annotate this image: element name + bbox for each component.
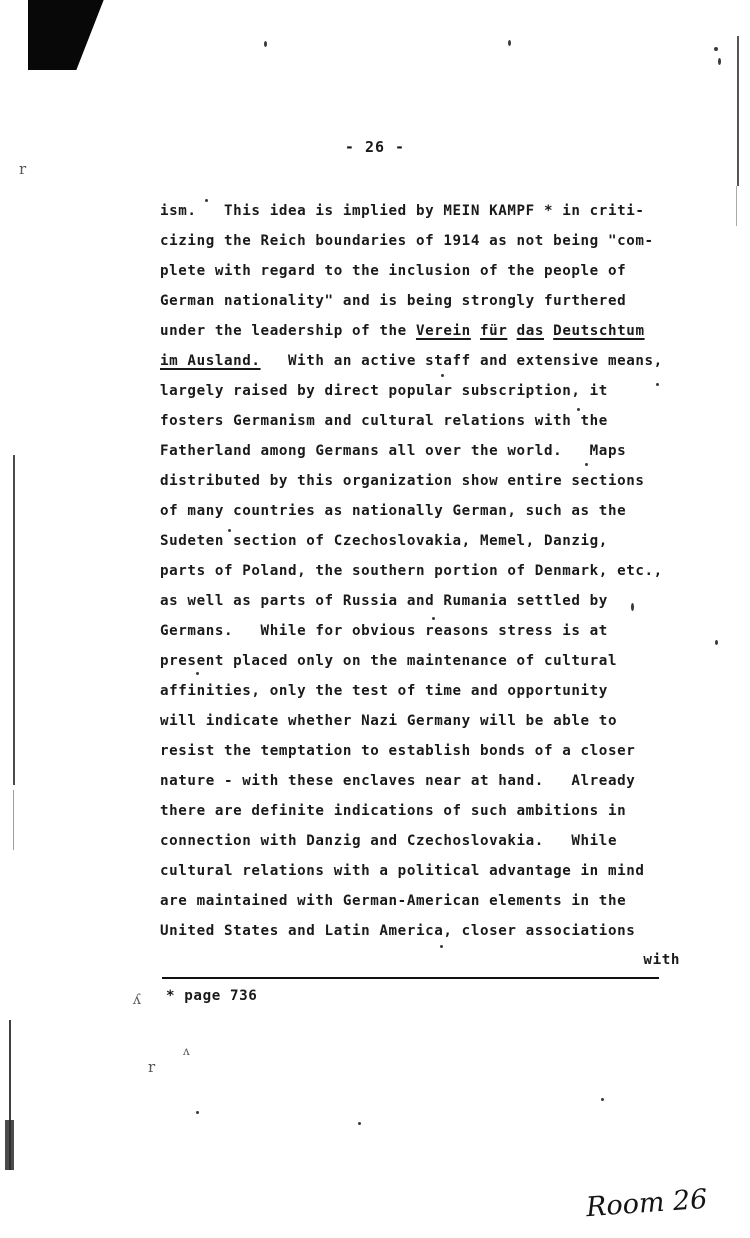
text-line bbox=[160, 346, 680, 376]
scan-speck bbox=[196, 1111, 199, 1114]
text-line bbox=[160, 676, 680, 706]
scan-edge-right bbox=[737, 36, 739, 186]
text-line bbox=[160, 256, 680, 286]
text-run: plete with regard to the inclusion of the people of bbox=[160, 263, 627, 279]
text-line bbox=[160, 316, 680, 346]
text-run: cultural relations with a political advantage in mind bbox=[160, 863, 645, 879]
text-run: resist the temptation to establish bonds of a closer bbox=[160, 743, 636, 759]
scan-speck bbox=[264, 41, 267, 47]
text-run: under the leadership of the bbox=[160, 323, 416, 339]
text-line bbox=[160, 286, 680, 316]
text-run: cizing the Reich boundaries of 1914 as not being "com- bbox=[160, 233, 654, 249]
text-run: Germans. While for obvious reasons stress is at bbox=[160, 623, 608, 639]
text-line bbox=[160, 616, 680, 646]
text-run: present placed only on the maintenance of cultural bbox=[160, 653, 618, 669]
page-number: - 26 - bbox=[344, 138, 406, 156]
text-run: parts of Poland, the southern portion of Denmark, etc., bbox=[160, 563, 663, 579]
scan-edge-right bbox=[736, 186, 737, 226]
scan-speck bbox=[718, 58, 721, 65]
scan-speck bbox=[714, 47, 718, 51]
text-run: Sudeten section of Czechoslovakia, Memel, Danzig, bbox=[160, 533, 608, 549]
scan-speck bbox=[358, 1122, 361, 1125]
text-run: ism. This idea is implied by MEIN KAMPF * in criti- bbox=[160, 203, 645, 219]
text-line bbox=[160, 526, 680, 556]
pencil-mark: r bbox=[19, 160, 27, 178]
text-run: connection with Danzig and Czechoslovakia. While bbox=[160, 833, 618, 849]
text-run: German nationality" and is being strongly furthered bbox=[160, 293, 627, 309]
text-line bbox=[160, 736, 680, 766]
text-line bbox=[160, 196, 680, 226]
text-line bbox=[160, 856, 680, 886]
continuation-word: with bbox=[643, 952, 680, 968]
underlined-term: Verein bbox=[415, 323, 471, 339]
scan-edge-left bbox=[13, 790, 14, 850]
text-line bbox=[160, 766, 680, 796]
underlined-term: das bbox=[516, 323, 545, 339]
text-run bbox=[507, 323, 516, 339]
text-run: will indicate whether Nazi Germany will be able to bbox=[160, 713, 618, 729]
text-run: there are definite indications of such ambitions in bbox=[160, 803, 627, 819]
text-run: as well as parts of Russia and Rumania settled by bbox=[160, 593, 608, 609]
text-line bbox=[160, 406, 680, 436]
underlined-term: Deutschtum bbox=[553, 323, 645, 339]
text-run: United States and Latin America, closer associations bbox=[160, 923, 636, 939]
text-run: fosters Germanism and cultural relations with the bbox=[160, 413, 608, 429]
scan-speck bbox=[601, 1098, 604, 1101]
underlined-term: im Ausland. bbox=[160, 353, 261, 369]
footnote-separator bbox=[162, 977, 659, 979]
text-line bbox=[160, 646, 680, 676]
text-line bbox=[160, 586, 680, 616]
body-text bbox=[160, 196, 680, 946]
footnote: * page 736 bbox=[166, 988, 258, 1004]
text-line bbox=[160, 466, 680, 496]
pencil-mark: ʎ bbox=[133, 992, 141, 1008]
text-line bbox=[160, 916, 680, 946]
text-run: With an active staff and extensive means, bbox=[260, 353, 663, 369]
text-run: Fatherland among Germans all over the world. Maps bbox=[160, 443, 627, 459]
text-run bbox=[471, 323, 480, 339]
text-run: nature - with these enclaves near at hand. Already bbox=[160, 773, 636, 789]
text-line bbox=[160, 496, 680, 526]
text-line bbox=[160, 376, 680, 406]
text-run: of many countries as nationally German, such as the bbox=[160, 503, 627, 519]
handwritten-annotation: Room 26 bbox=[585, 1183, 709, 1224]
text-run: affinities, only the test of time and opportunity bbox=[160, 683, 608, 699]
text-run: distributed by this organization show entire sections bbox=[160, 473, 645, 489]
scan-edge-left bbox=[13, 455, 15, 785]
pencil-mark: r bbox=[148, 1058, 156, 1076]
text-line bbox=[160, 556, 680, 586]
underlined-term: für bbox=[479, 323, 508, 339]
scan-speck bbox=[715, 640, 718, 645]
text-run: are maintained with German-American elements in the bbox=[160, 893, 627, 909]
scan-edge-left bbox=[5, 1120, 14, 1170]
text-line bbox=[160, 886, 680, 916]
text-line bbox=[160, 706, 680, 736]
text-run bbox=[544, 323, 553, 339]
text-run: largely raised by direct popular subscription, it bbox=[160, 383, 608, 399]
text-line bbox=[160, 436, 680, 466]
text-line bbox=[160, 826, 680, 856]
text-line bbox=[160, 796, 680, 826]
scan-speck bbox=[508, 40, 511, 46]
scan-corner-shadow bbox=[28, 0, 106, 70]
pencil-mark: ʌ bbox=[183, 1044, 190, 1058]
text-line bbox=[160, 226, 680, 256]
